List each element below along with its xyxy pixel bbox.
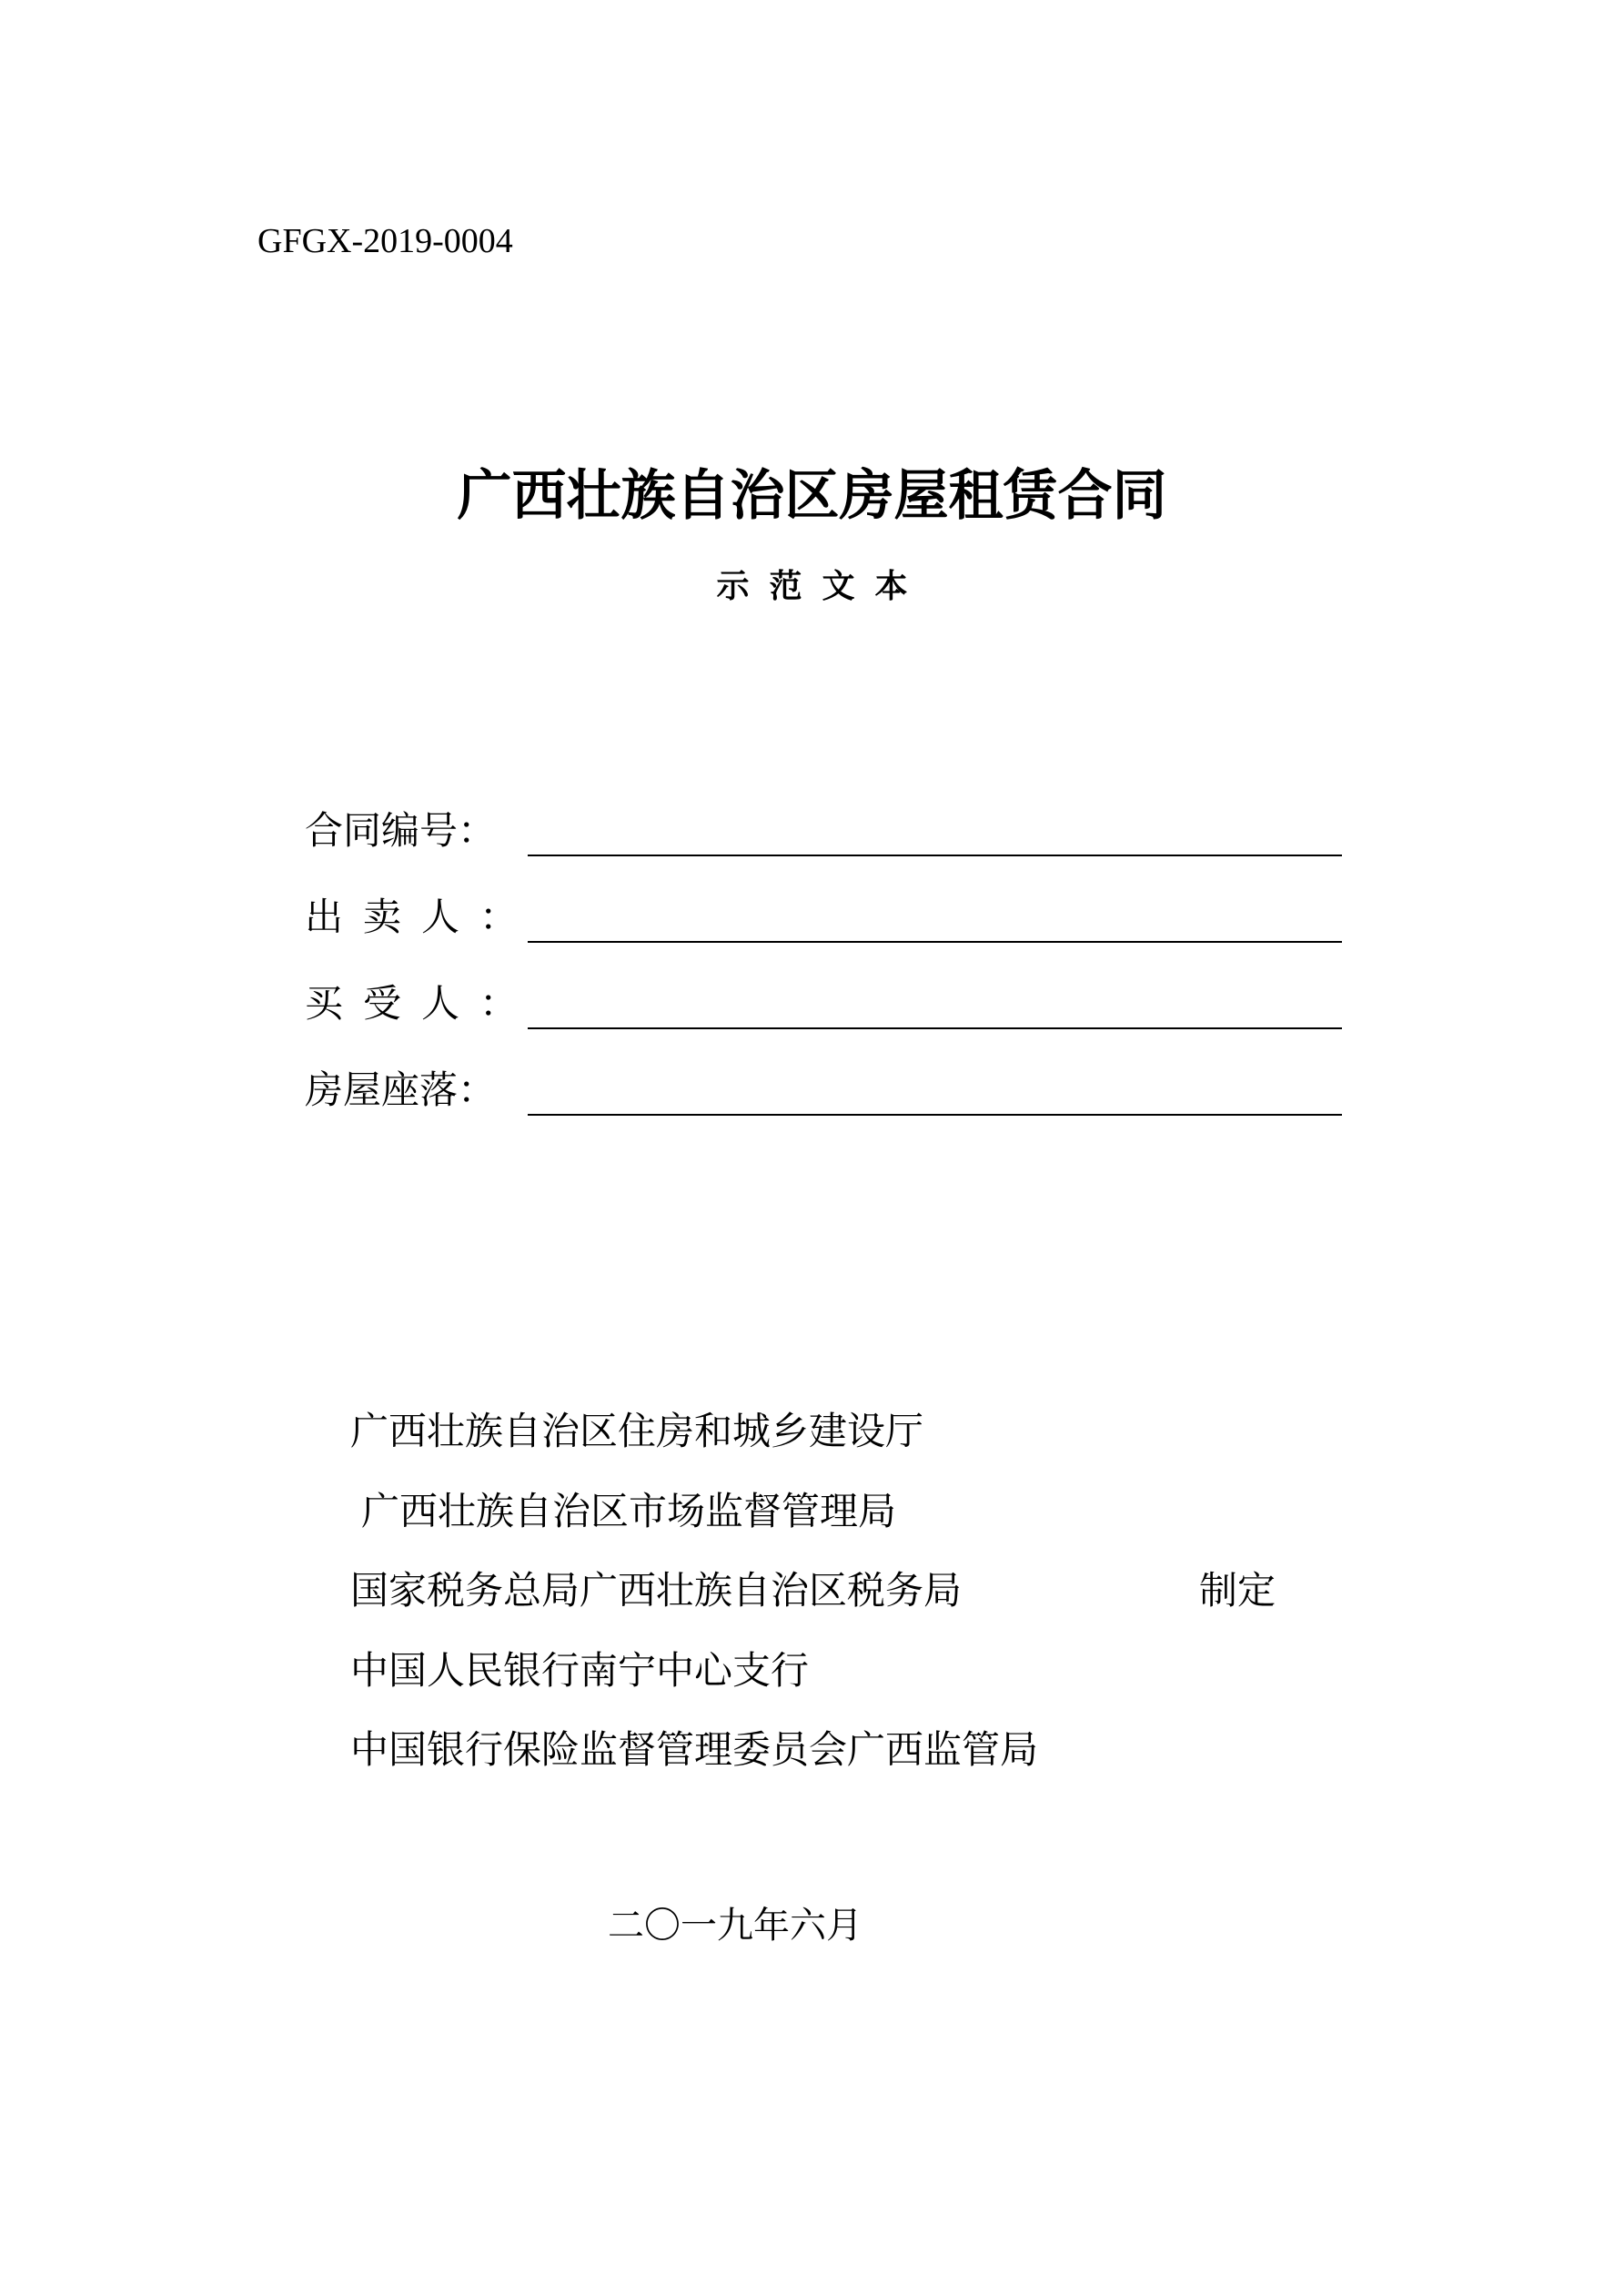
- form-field-buyer: [305, 978, 1342, 1037]
- seller-line: [528, 941, 1342, 943]
- property-location-label: 房屋座落：: [305, 1067, 497, 1112]
- issuer-housing-department: 广西壮族自治区住房和城乡建设厅: [350, 1409, 924, 1453]
- buyer-line: [528, 1027, 1342, 1029]
- issued-label: 制定: [1199, 1568, 1276, 1613]
- issuer-tax-bureau: 国家税务总局广西壮族自治区税务局: [350, 1568, 963, 1613]
- property-location-line: [528, 1114, 1342, 1116]
- issuer-peoples-bank: 中国人民银行南宁中心支行: [350, 1648, 810, 1693]
- buyer-label: 买受人：: [305, 981, 539, 1026]
- document-title: 广西壮族自治区房屋租赁合同: [457, 464, 1167, 528]
- issuer-banking-insurance-regulation: 中国银行保险监督管理委员会广西监管局: [350, 1727, 1039, 1772]
- contract-number-line: [528, 855, 1342, 856]
- document-subtitle: 示范文本: [716, 568, 928, 605]
- contract-number-label: 合同编号：: [305, 808, 497, 853]
- issuer-market-regulation: 广西壮族自治区市场监督管理局: [361, 1489, 897, 1533]
- form-field-seller: [305, 892, 1342, 950]
- form-field-contract-number: [305, 805, 1342, 864]
- form-field-property-location: [305, 1065, 1342, 1123]
- issue-date: 二〇一九年六月: [608, 1905, 862, 1947]
- document-code: GFGX-2019-0004: [257, 222, 513, 260]
- seller-label: 出卖人：: [305, 895, 539, 939]
